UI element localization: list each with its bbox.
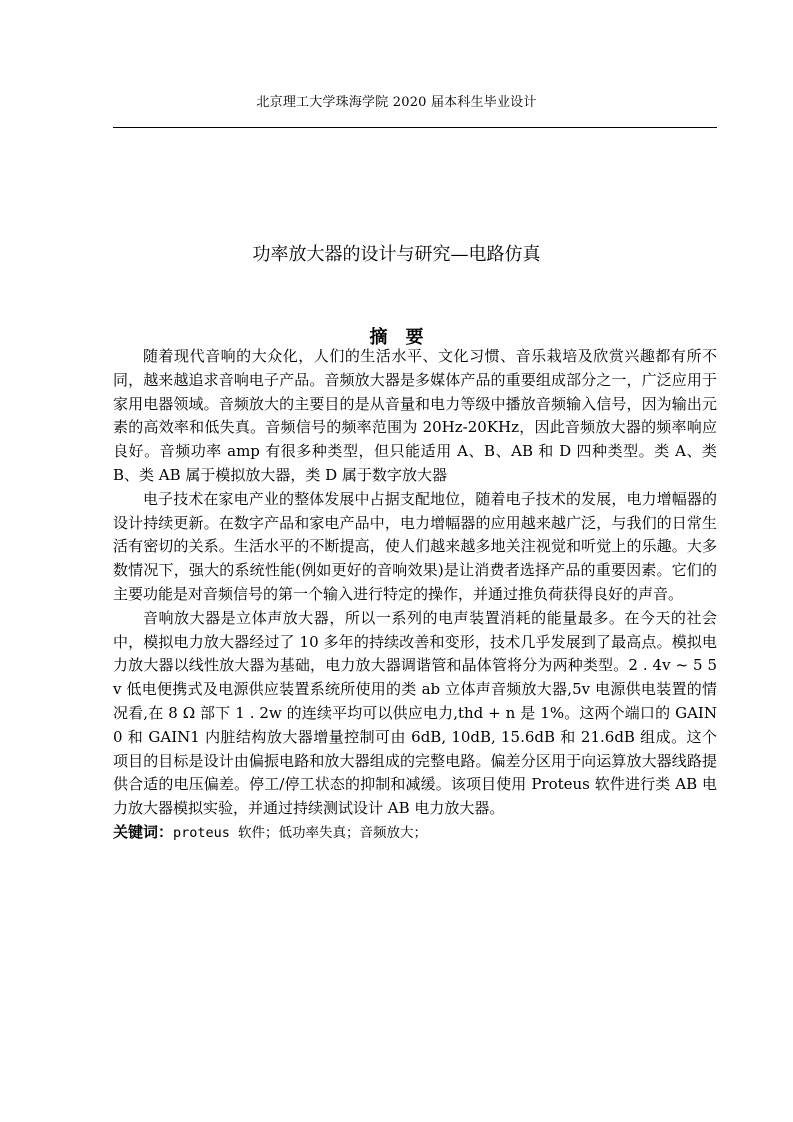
keywords-value: proteus 软件；低功率失真；音频放大； — [173, 824, 428, 841]
abstract-paragraph-3: 音响放大器是立体声放大器，所以一系列的电声装置消耗的能量最多。在今天的社会中，模拟电力放大器经过了 10 多年的持续改善和变形，技术几乎发展到了最高点。模拟电力放大器以线性放大器为基础，电力放大器调谐管和晶体管将分为两种类型。2 . 4v ~ 5 5v 低电便携式及电源供应装置系统所使用的类 ab 立体声音频放大器,5v 电源供电装置的情况看,在 8 Ω 部下 1 . 2w 的连续平均可以供应电力,thd + n 是 1%。这两个端口的 GAIN0 和 GAIN1 内脏结构放大器增量控制可由 6dB, 10dB, 15.6dB 和 21.6dB 组成。这个项目的目标是设计由偏振电路和放大器组成的完整电路。偏差分区用于向运算放大器线路提供合适的电压偏差。停工/停工状态的抑制和减缓。该项目使用 Proteus 软件进行类 AB 电力放大器模拟实验，并通过持续测试设计 AB 电力放大器。 — [113, 608, 717, 818]
header-divider — [113, 127, 717, 128]
abstract-paragraph-1: 随着现代音响的大众化，人们的生活水平、文化习惯、音乐栽培及欣赏兴趣都有所不同，越来越追求音响电子产品。音频放大器是多媒体产品的重要组成部分之一，广泛应用于家用电器领域。音频放大的主要目的是从音量和电力等级中播放音频输入信号，因为输出元素的高效率和低失真。音频信号的频率范围为 20Hz-20KHz，因此音频放大器的频率响应良好。音频功率 amp 有很多种类型，但只能适用 A、B、AB 和 D 四种类型。类 A、类 B、类 AB 属于模拟放大器，类 D 属于数字放大器 — [113, 347, 717, 484]
abstract-heading: 摘要 — [369, 327, 442, 348]
running-header: 北京理工大学珠海学院 2020 届本科生毕业设计 — [256, 95, 537, 110]
document-title: 功率放大器的设计与研究—电路仿真 — [252, 244, 541, 265]
abstract-body — [113, 345, 717, 846]
keywords-label: 关键词： — [113, 822, 174, 841]
abstract-paragraph-2: 电子技术在家电产业的整体发展中占据支配地位，随着电子技术的发展，电力增幅器的设计持续更新。在数字产品和家电产品中，电力增幅器的应用越来越广泛，与我们的日常生活有密切的关系。生活水平的不断提高，使人们越来越多地关注视觉和听觉上的乐趣。大多数情况下，强大的系统性能(例如更好的音响效果)是让消费者选择产品的重要因素。它们的主要功能是对音频信号的第一个输入进行特定的操作，并通过推负荷获得良好的声音。 — [113, 489, 717, 603]
keywords-line — [113, 821, 717, 846]
